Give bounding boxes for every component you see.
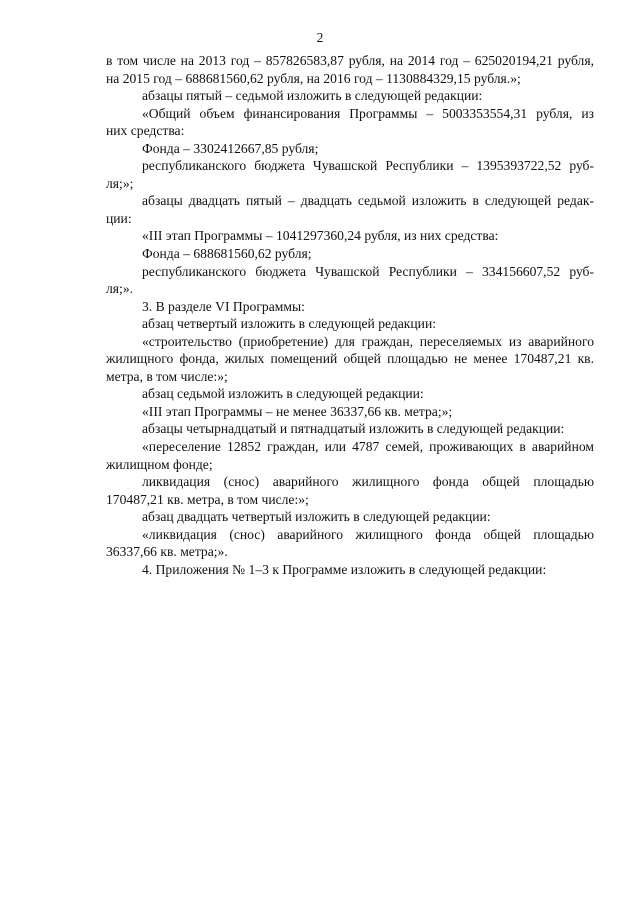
text-line: «переселение 12852 граждан, или 4787 семей, проживающих в аварийном <box>142 439 594 455</box>
text-line: 170487,21 кв. метра, в том числе:»; <box>106 491 309 507</box>
text-line: абзацы четырнадцатый и пятнадцатый изложить в следующей редакции: <box>142 421 565 437</box>
text-line: ции: <box>106 210 132 226</box>
text-line: ля;». <box>106 281 134 297</box>
text-line: «III этап Программы – не менее 36337,66 кв. метра;»; <box>142 403 453 419</box>
text-line: 4. Приложения № 1–3 к Программе изложить в следующей редакции: <box>142 561 547 577</box>
text-line: Фонда – 688681560,62 рубля; <box>142 246 312 262</box>
text-line: в том числе на 2013 год – 857826583,87 рубля, на 2014 год – 625020194,21 рубля, <box>106 53 594 68</box>
text-line: метра, в том числе:»; <box>106 368 228 384</box>
text-line: абзац двадцать четвертый изложить в следующей редакции: <box>142 509 491 525</box>
page-number: 2 <box>316 30 324 45</box>
document-body <box>106 52 594 578</box>
text-line: «ликвидация (снос) аварийного жилищного фонда общей площадью <box>142 526 594 542</box>
text-line: абзацы двадцать пятый – двадцать седьмой изложить в следующей редак- <box>142 193 594 209</box>
text-line: ля;»; <box>106 175 134 191</box>
text-line: на 2015 год – 688681560,62 рубля, на 2016 год – 1130884329,15 рубля.»; <box>106 70 521 86</box>
text-line: абзац седьмой изложить в следующей редакции: <box>142 386 424 402</box>
text-line: жилищного фонда, жилых помещений общей площадью не менее 170487,21 кв. <box>106 351 594 367</box>
text-line: республиканского бюджета Чувашской Республики – 1395393722,52 руб- <box>142 158 594 174</box>
text-line: абзац четвертый изложить в следующей редакции: <box>142 316 437 332</box>
text-line: 36337,66 кв. метра;». <box>106 544 228 560</box>
text-line: «Общий объем финансирования Программы – 5003353554,31 рубля, из <box>142 105 594 121</box>
text-line: них средства: <box>106 123 185 139</box>
text-line: Фонда – 3302412667,85 рубля; <box>142 140 319 156</box>
text-line: ликвидация (снос) аварийного жилищного фонда общей площадью <box>142 474 594 490</box>
text-line: 3. В разделе VI Программы: <box>142 298 305 314</box>
text-line: республиканского бюджета Чувашской Республики – 334156607,52 руб- <box>142 263 594 279</box>
text-line: абзацы пятый – седьмой изложить в следующей редакции: <box>142 88 483 104</box>
text-line: «строительство (приобретение) для граждан, переселяемых из аварийного <box>142 333 594 349</box>
text-line: жилищном фонде; <box>106 456 213 472</box>
text-line: «III этап Программы – 1041297360,24 рубля, из них средства: <box>142 228 499 244</box>
